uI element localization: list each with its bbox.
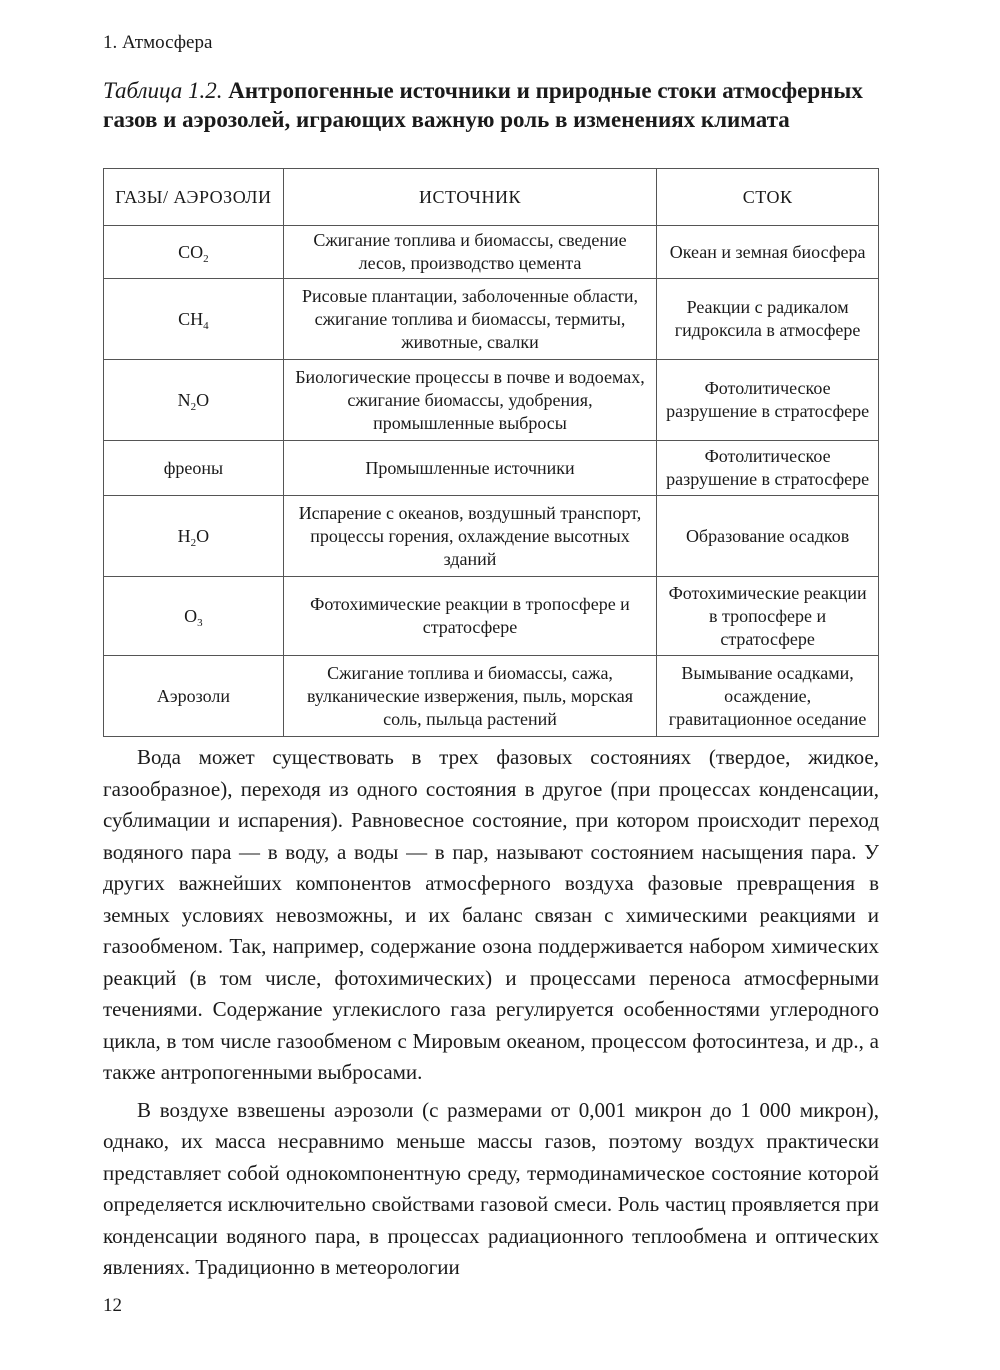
source-cell: Биологические процессы в почве и водоемах, сжигание биомассы, удобрения, промышленные выбросы [283,360,656,441]
table-row [104,360,879,441]
table-row [104,496,879,577]
gas-cell: $H_2O$ [104,496,284,577]
paragraph: Вода может существовать в трех фазовых состояниях (твердое, жидкое, газообразное), переходя из одного состояния в другое (при процессах конденсации, сублимации и испарения). Равновесное состояние, при котором происходит переход водяного пара — в воду, а воды — в пар, называют состоянием насыщения пара. У других важнейших компонентов атмосферного воздуха фазовые превращения в земных условиях невозможны, и их баланс связан с химическими реакциями и газообменом. Так, например, содержание озона поддерживается набором химических реакций (в том числе, фотохимических) и процессами переноса атмосферными течениями. Содержание углекислого газа регулируется особенностями углеродного цикла, в том числе газообменом с Мировым океаном, процессом фотосинтеза, и др., а также антропогенными выбросами. [103,745,879,1084]
source-cell: Рисовые плантации, заболоченные области, сжигание топлива и биомассы, термиты, животные, свалки [283,279,656,360]
table-caption-label: Таблица 1.2. [103,78,223,103]
sink-cell: Вымывание осадками, осаждение, гравитационное оседание [657,656,879,737]
gas-cell: Аэрозоли [104,656,284,737]
table-row [104,441,879,496]
gas-cell: фреоны [104,441,284,496]
gas-cell: $CH_4$ [104,279,284,360]
table-header-row [104,169,879,226]
running-head: 1. Атмосфера [103,32,213,53]
table-row [104,279,879,360]
sink-cell: Океан и земная биосфера [657,226,879,279]
sources-sinks-table [103,168,879,737]
header-gases: ГАЗЫ/ АЭРОЗОЛИ [104,169,284,226]
header-sink: СТОК [657,169,879,226]
gas-cell: $O_3$ [104,577,284,656]
header-source: ИСТОЧНИК [283,169,656,226]
source-cell: Фотохимические реакции в тропосфере и стратосфере [283,577,656,656]
page-number: 12 [103,1295,122,1316]
source-cell: Испарение с океанов, воздушный транспорт, процессы горения, охлаждение высотных зданий [283,496,656,577]
sink-cell: Фотолитическое разрушение в стратосфере [657,441,879,496]
source-cell: Сжигание топлива и биомассы, сажа, вулканические извержения, пыль, морская соль, пыльца растений [283,656,656,737]
table-row [104,577,879,656]
gas-cell: $CO_2$ [104,226,284,279]
sink-cell: Реакции с радикалом гидроксила в атмосфере [657,279,879,360]
gas-cell: $N_2O$ [104,360,284,441]
table-row [104,656,879,737]
body-text [103,742,879,1290]
source-cell: Промышленные источники [283,441,656,496]
table-caption [103,76,903,134]
sink-cell: Фотолитическое разрушение в стратосфере [657,360,879,441]
sink-cell: Образование осадков [657,496,879,577]
paragraph: В воздухе взвешены аэрозоли (с размерами от 0,001 микрон до 1 000 микрон), однако, их масса несравнимо меньше массы газов, поэтому воздух практически представляет собой однокомпонентную среду, термодинамическое состояние которой определяется исключительно свойствами газовой смеси. Роль частиц проявляется при конденсации водяного пара, в процессах радиационного теплообмена и оптических явлениях. Традиционно в метеорологии [103,1097,879,1279]
table-caption-title: Антропогенные источники и природные стоки атмосферных газов и аэрозолей, играющих важную роль в изменениях климата [103,78,863,132]
sink-cell: Фотохимические реакции в тропосфере и стратосфере [657,577,879,656]
source-cell: Сжигание топлива и биомассы, сведение лесов, производство цемента [283,226,656,279]
table-row [104,226,879,279]
